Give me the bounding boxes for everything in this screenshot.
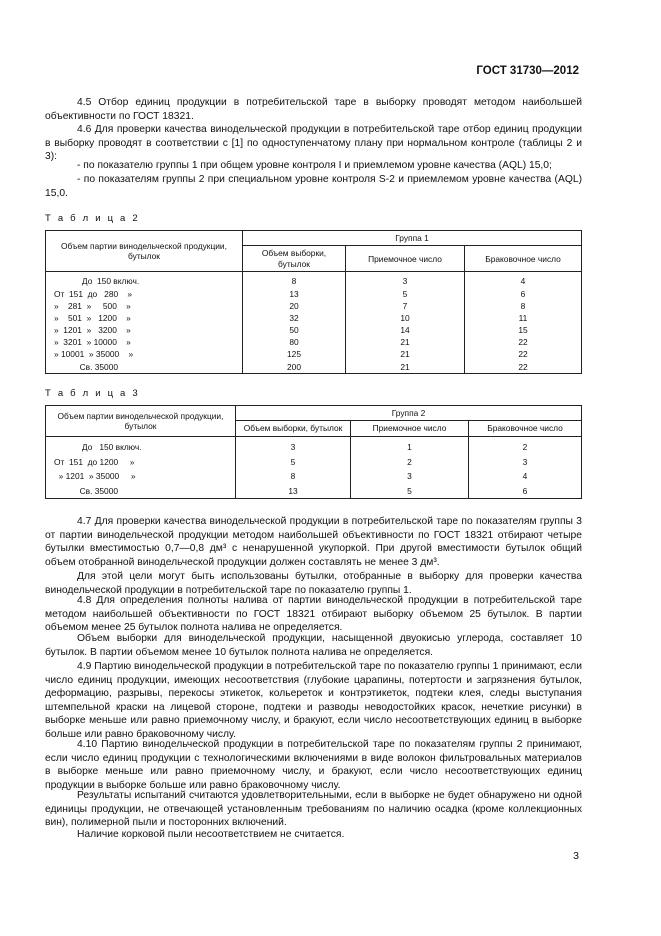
lot-cell: » 10001 » 35000 » [46, 349, 243, 361]
table-2-caption: Т а б л и ц а 2 [45, 213, 140, 224]
table-2-header-lot: Объем партии винодельческой продукции, бутылок [46, 231, 243, 272]
lot-cell: До 150 включ. [46, 272, 243, 288]
sample-cell: 200 [243, 361, 346, 374]
sample-cell: 20 [243, 300, 346, 312]
reject-cell: 8 [465, 300, 582, 312]
reject-cell: 3 [469, 455, 582, 469]
paragraph-4-9: 4.9 Партию винодельческой продукции в потребительской таре по показателю группы 1 принимают, если число единиц продукции, имеющих несоответствия (глубокие царапины, потертости и загрязнения бутылок, деформацию, разрывы, перекосы этикеток, кольереток и контрэтикеток, подтеки клея, следы выступания штемпельной краски на лицевой стороне, подтеки и разводы неводостойких красок, нечеткие рисунки) в выборке меньше или равно приемочному числу, и бракуют, если число несоответствующих единиц в выборке больше или равно браковочному числу. [45, 661, 582, 740]
lot-cell: » 3201 » 10000 » [46, 336, 243, 348]
accept-cell: 10 [346, 312, 465, 324]
table-3-header-group: Группа 2 [236, 406, 582, 421]
lot-cell: До 150 включ. [46, 436, 236, 455]
reject-cell: 6 [469, 484, 582, 499]
table-row [46, 361, 582, 374]
table-row [46, 300, 582, 312]
table-row [46, 324, 582, 336]
reject-cell: 2 [469, 436, 582, 455]
reject-cell: 4 [465, 272, 582, 288]
paragraph-4-7-continued: Для этой цели могут быть использованы бутылки, отобранные в выборку для проверки качества винодельческой продукции в потребительской таре по показателю группы 1. [45, 571, 582, 596]
table-row [46, 336, 582, 348]
lot-cell: От 151 до 280 » [46, 288, 243, 300]
accept-cell: 1 [351, 436, 469, 455]
accept-cell: 21 [346, 349, 465, 361]
paragraph-4-10: 4.10 Партию винодельческой продукции в потребительской таре по показателям группы 2 принимают, если число единиц продукции с технологическими включениями в виде волокон фильтровальных материалов в выборке меньше или равно приемочному числу, и бракуют, если число несоответствующих единиц продукции в выборке больше или равно браковочному числу. [45, 739, 582, 791]
reject-cell: 15 [465, 324, 582, 336]
table-row [46, 272, 582, 288]
table-2 [45, 230, 582, 374]
lot-cell: » 501 » 1200 » [46, 312, 243, 324]
table-3-header-sample: Объем выборки, бутылок [236, 421, 351, 436]
table-row [46, 288, 582, 300]
table-row [46, 349, 582, 361]
paragraph-4-6: 4.6 Для проверки качества винодельческой продукции в потребительской таре отбор единиц продукции в выборку проводят в соответствии с [1] по одноступенчатому плану при нормальном контроле (таблицы 2 и 3): [45, 124, 582, 163]
sample-cell: 5 [236, 455, 351, 469]
table-3-caption: Т а б л и ц а 3 [45, 388, 140, 399]
accept-cell: 3 [351, 469, 469, 483]
table-2-header-group: Группа 1 [243, 231, 582, 246]
reject-cell: 11 [465, 312, 582, 324]
accept-cell: 21 [346, 336, 465, 348]
lot-cell: » 1201 » 3200 » [46, 324, 243, 336]
reject-cell: 22 [465, 361, 582, 374]
reject-cell: 22 [465, 349, 582, 361]
page-number: 3 [573, 850, 579, 862]
sample-cell: 125 [243, 349, 346, 361]
sample-cell: 3 [236, 436, 351, 455]
reject-cell: 6 [465, 288, 582, 300]
sample-cell: 50 [243, 324, 346, 336]
paragraph-results: Результаты испытаний считаются удовлетворительными, если в выборке не будет обнаружено ни одной единицы продукции, не отвечающей установленным требованиям по наличию осадка (кроме коллекционных вин), полимерной пыли и посторонних включений. [45, 790, 582, 829]
paragraph-4-7: 4.7 Для проверки качества винодельческой продукции в потребительской таре по показателям группы 3 от партии винодельческой продукции методом наибольшей объективности по ГОСТ 18321 отбирают четыре бутылки вместимостью 0,7—0,8 дм³ с ненарушенной укупоркой. При другой вместимости бутылок общий объем отобранной винодельческой продукции должен составлять не менее 3 дм³. [45, 516, 582, 568]
accept-cell: 2 [351, 455, 469, 469]
accept-cell: 21 [346, 361, 465, 374]
paragraph-cork-dust: Наличие корковой пыли несоответствием не считается. [77, 829, 345, 840]
sample-cell: 80 [243, 336, 346, 348]
lot-cell: » 281 » 500 » [46, 300, 243, 312]
lot-cell: От 151 до 1200 » [46, 455, 236, 469]
reject-cell: 4 [469, 469, 582, 483]
table-row [46, 436, 582, 455]
table-2-header-reject: Браковочное число [465, 246, 582, 272]
sample-cell: 13 [243, 288, 346, 300]
table-2-header-accept: Приемочное число [346, 246, 465, 272]
sample-cell: 8 [236, 469, 351, 483]
accept-cell: 3 [346, 272, 465, 288]
table-row [46, 455, 582, 469]
paragraph-4-8-continued: Объем выборки для винодельческой продукции, насыщенной двуокисью углерода, составляет 10 бутылок. В партии объемом менее 10 бутылок полнота налива не определяется. [45, 633, 582, 658]
table-row [46, 312, 582, 324]
accept-cell: 5 [351, 484, 469, 499]
table-2-header-sample: Объем выборки, бутылок [243, 246, 346, 272]
sample-cell: 8 [243, 272, 346, 288]
reject-cell: 22 [465, 336, 582, 348]
lot-cell: Св. 35000 [46, 484, 236, 499]
table-row [46, 469, 582, 483]
bullet-group-2: - по показателям группы 2 при специальном уровне контроля S-2 и приемлемом уровне качества (AQL) 15,0. [45, 174, 582, 199]
sample-cell: 32 [243, 312, 346, 324]
accept-cell: 5 [346, 288, 465, 300]
paragraph-4-5: 4.5 Отбор единиц продукции в потребительской таре в выборку проводят методом наибольшей объективности по ГОСТ 18321. [45, 97, 582, 122]
sample-cell: 13 [236, 484, 351, 499]
accept-cell: 7 [346, 300, 465, 312]
table-3-header-lot: Объем партии винодельческой продукции, бутылок [46, 406, 236, 437]
lot-cell: Св. 35000 [46, 361, 243, 374]
table-3-header-reject: Браковочное число [469, 421, 582, 436]
table-3-header-accept: Приемочное число [351, 421, 469, 436]
accept-cell: 14 [346, 324, 465, 336]
document-code: ГОСТ 31730—2012 [476, 65, 579, 77]
paragraph-4-8: 4.8 Для определения полноты налива от партии винодельческой продукции в потребительской таре методом наибольшей объективности по ГОСТ 18321 отбирают выборку объемом 25 бутылок. В партии объемом менее 25 бутылок полнота налива не определяется. [45, 595, 582, 634]
lot-cell: » 1201 » 35000 » [46, 469, 236, 483]
table-row [46, 484, 582, 499]
table-3 [45, 405, 582, 499]
bullet-group-1: - по показателю группы 1 при общем уровне контроля I и приемлемом уровне качества (AQL) 15,0; [77, 160, 552, 171]
